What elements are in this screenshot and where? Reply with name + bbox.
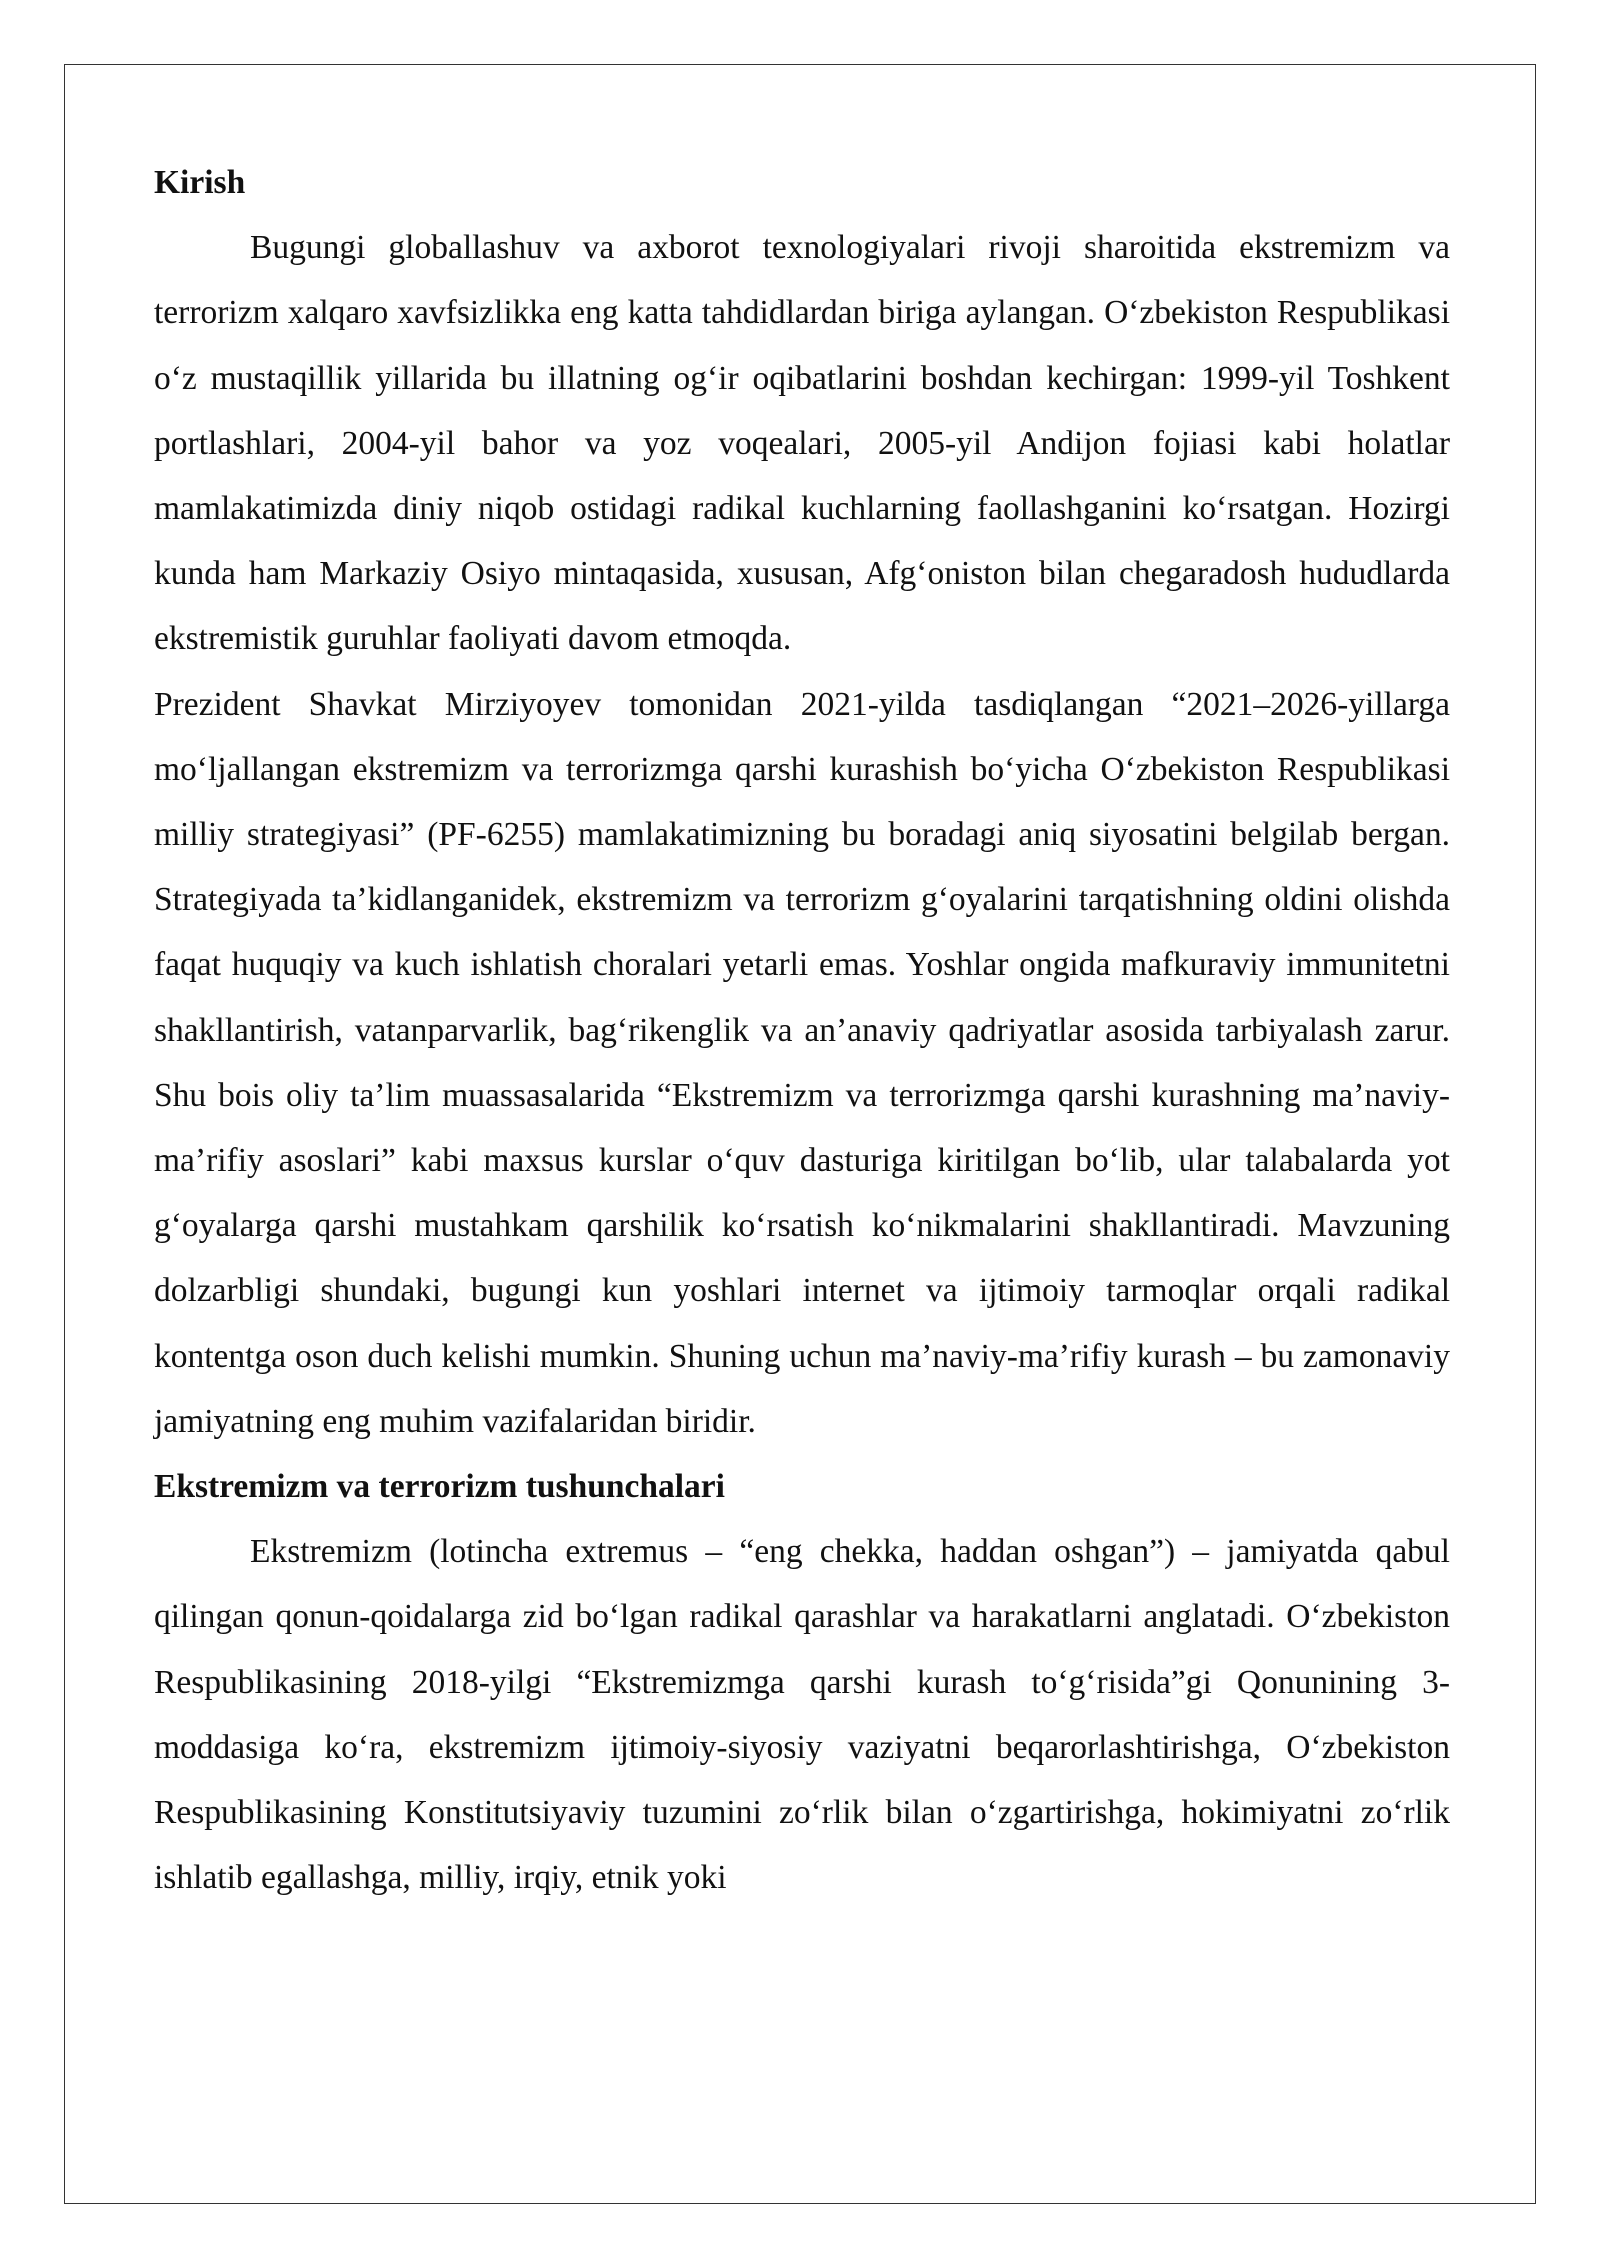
paragraph-intro: Bugungi globallashuv va axborot texnologiyalari rivoji sharoitida ekstremizm va terrorizm xalqaro xavfsizlikka eng katta tahdidlardan biriga aylangan. O‘zbekiston Respublikasi o‘z mustaqillik yillarida bu illatning og‘ir oqibatlarini boshdan kechirgan: 1999-yil Toshkent portlashlari, 2004-yil bahor va yoz voqealari, 2005-yil Andijon fojiasi kabi holatlar mamlakatimizda diniy niqob ostidagi radikal kuchlarning faollashganini ko‘rsatgan. Hozirgi kunda ham Markaziy Osiyo mintaqasida, xususan, Afg‘oniston bilan chegaradosh hududlarda ekstremistik guruhlar faoliyati davom etmoqda.: [154, 229, 1450, 658]
document-body: [154, 150, 1450, 1910]
paragraph-extremism-definition: Ekstremizm (lotincha extremus – “eng chekka, haddan oshgan”) – jamiyatda qabul qilingan qonun-qoidalarga zid bo‘lgan radikal qarashlar va harakatlarni anglatadi. O‘zbekiston Respublikasining 2018-yilgi “Ekstremizmga qarshi kurash to‘g‘risida”gi Qonunining 3-moddasiga ko‘ra, ekstremizm ijtimoiy-siyosiy vaziyatni beqarorlashtirishga, O‘zbekiston Respublikasining Konstitutsiyaviy tuzumini zo‘rlik bilan o‘zgartirishga, hokimiyatni zo‘rlik ishlatib egallashga, milliy, irqiy, etnik yoki: [154, 1533, 1450, 1897]
section-heading-kirish: Kirish: [154, 164, 246, 201]
section-heading-concepts: Ekstremizm va terrorizm tushunchalari: [154, 1468, 725, 1506]
paragraph-strategy: Prezident Shavkat Mirziyoyev tomonidan 2021-yilda tasdiqlangan “2021–2026-yillarga mo‘ljallangan ekstremizm va terrorizmga qarshi kurashish bo‘yicha O‘zbekiston Respublikasi milliy strategiyasi” (PF-6255) mamlakatimizning bu boradagi aniq siyosatini belgilab bergan. Strategiyada ta’kidlanganidek, ekstremizm va terrorizm g‘oyalarini tarqatishning oldini olishda faqat huquqiy va kuch ishlatish choralari yetarli emas. Yoshlar ongida mafkuraviy immunitetni shakllantirish, vatanparvarlik, bag‘rikenglik va an’anaviy qadriyatlar asosida tarbiyalash zarur. Shu bois oliy ta’lim muassasalarida “Ekstremizm va terrorizmga qarshi kurashning ma’naviy-ma’rifiy asoslari” kabi maxsus kurslar o‘quv dasturiga kiritilgan bo‘lib, ular talabalarda yot g‘oyalarga qarshi mustahkam qarshilik ko‘rsatish ko‘nikmalarini shakllantiradi. Mavzuning dolzarbligi shundaki, bugungi kun yoshlari internet va ijtimoiy tarmoqlar orqali radikal kontentga oson duch kelishi mumkin. Shuning uchun ma’naviy-ma’rifiy kurash – bu zamonaviy jamiyatning eng muhim vazifalaridan biridir.: [154, 685, 1450, 1440]
